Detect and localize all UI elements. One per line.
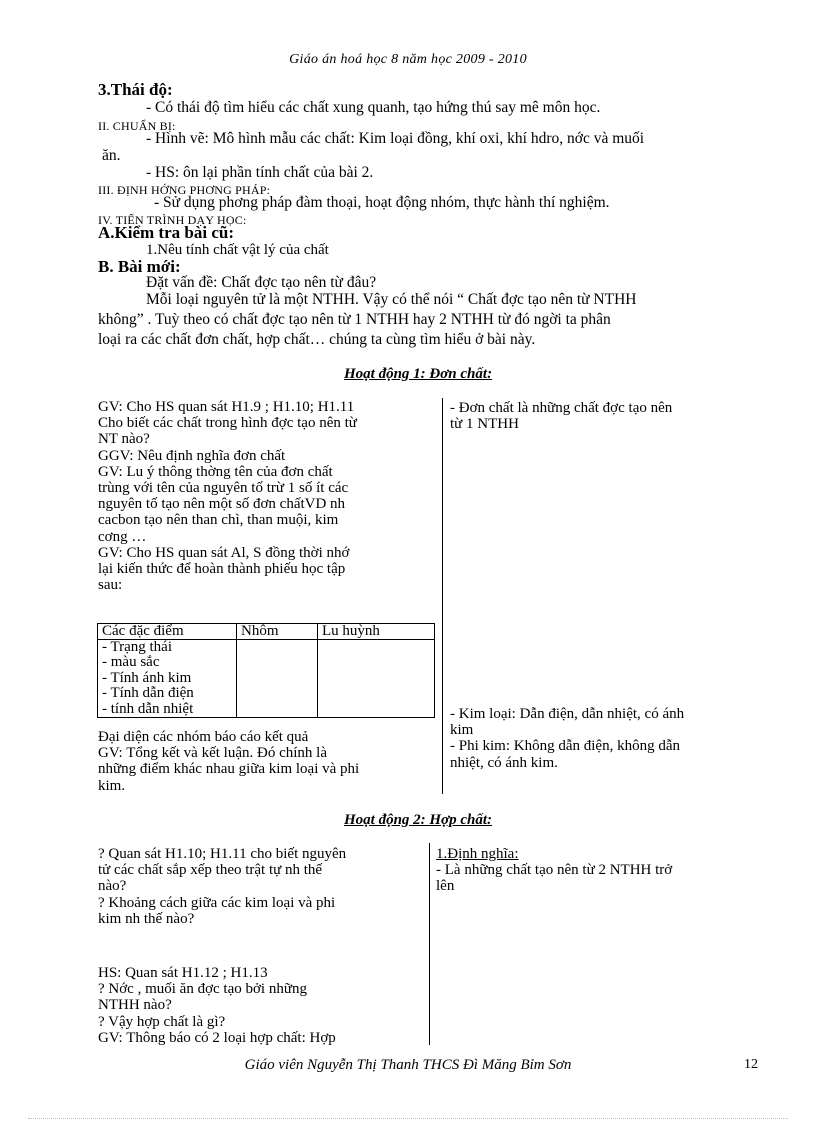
left-line: ? Quan sát H1.10; H1.11 cho biết nguyên: [98, 846, 347, 862]
feature-item: - Tính ánh kim: [102, 669, 192, 686]
left-line: trùng với tên của nguyên tố trừ 1 số ít các: [98, 480, 349, 497]
feature-item: - Trạng thái: [102, 639, 173, 655]
activity2-right: [436, 846, 760, 895]
left-line: cacbon tạo nên than chì, than muội, kim: [98, 512, 339, 529]
right-line: - Phi kim: Không dẫn điện, không dẫn: [450, 738, 680, 755]
activity2-left-a: [98, 846, 422, 927]
prep-line1: - Hình vẽ: Mô hình mẫu các chất: Kim loại đồng, khí oxi, khí hdro, nớc và muối: [146, 130, 645, 147]
left-line: ? Vậy hợp chất là gì?: [98, 1013, 226, 1030]
activity2-left-b: [98, 965, 422, 1046]
attitude-title: 3.Thái độ:: [98, 80, 173, 99]
definition-title: 1.Định nghĩa:: [436, 846, 519, 862]
left-line: GGV: Nêu định nghĩa đơn chất: [98, 447, 286, 464]
left-after-line: những điểm khác nhau giữa kim loại và phi: [98, 761, 360, 778]
page-bottom-divider: [28, 1118, 788, 1119]
activity1-left-column: [98, 399, 438, 593]
page-number: 12: [744, 1057, 758, 1072]
method-title: III. ĐỊNH HỚNG PHƠNG PHÁP:: [98, 183, 271, 197]
activity1-title: Hoạt động 1: Đơn chất:: [344, 366, 493, 382]
left-line: lại kiến thức để hoàn thành phiếu học tập: [98, 561, 346, 578]
left-line: ? Khoảng cách giữa các kim loại và phi: [98, 894, 336, 911]
table-header-aluminum: Nhôm: [237, 624, 318, 640]
left-line: kim nh thế nào?: [98, 910, 195, 927]
new-text-4: loại ra các chất đơn chất, hợp chất… chúng ta cùng tìm hiểu ở bài này.: [98, 331, 536, 348]
right-line: - Kim loại: Dẫn điện, dẫn nhiệt, có ánh: [450, 706, 685, 722]
worksheet-table: [97, 623, 435, 718]
table-cell-sulfur: [318, 640, 435, 718]
prep-title: II. CHUẨN BỊ:: [98, 119, 176, 133]
feature-item: - Tính dẫn điện: [102, 685, 194, 702]
activity1-right-top: [450, 400, 760, 432]
left-line: NT nào?: [98, 431, 150, 448]
left-line: GV: Cho HS quan sát H1.9 ; H1.10; H1.11: [98, 399, 355, 415]
right-line: từ 1 NTHH: [450, 416, 519, 433]
activity2-title: Hoạt động 2: Hợp chất:: [344, 812, 493, 828]
right-line: - Đơn chất là những chất đợc tạo nên: [450, 400, 673, 416]
table-cell-aluminum: [237, 640, 318, 718]
check-text: 1.Nêu tính chất vật lý của chất: [146, 242, 329, 258]
new-text-3: không” . Tuỳ theo có chất đợc tạo nên từ 1 NTHH hay 2 NTHH từ đó ngời ta phân: [98, 311, 611, 328]
table-row-features: [98, 640, 237, 718]
process-title: IV. TIẾN TRÌNH DẠY HỌC:: [98, 213, 247, 227]
left-line: ? Nớc , muối ăn đợc tạo bởi những: [98, 981, 307, 998]
activity1-left-after: [98, 729, 438, 794]
right-line: - Là những chất tạo nên từ 2 NTHH trở: [436, 862, 673, 879]
left-after-line: kim.: [98, 777, 126, 794]
left-line: NTHH nào?: [98, 997, 172, 1014]
new-lesson-title: B. Bài mới:: [98, 257, 181, 276]
left-line: GV: Thông báo có 2 loại hợp chất: Hợp: [98, 1029, 336, 1046]
left-line: nguyên tố tạo nên một số đơn chấtVD nh: [98, 496, 346, 513]
check-title: A.Kiểm tra bài cũ:: [98, 223, 234, 242]
new-text-2: Mỗi loại nguyên tử là một NTHH. Vậy có thể nói “ Chất đợc tạo nên từ NTHH: [146, 291, 637, 308]
left-line: nào?: [98, 878, 127, 895]
left-line: sau:: [98, 577, 123, 594]
page-header: Giáo án hoá học 8 năm học 2009 - 2010: [289, 52, 527, 67]
left-line: cơng …: [98, 528, 147, 545]
right-line: kim: [450, 722, 474, 739]
left-line: tử các chất sắp xếp theo trật tự nh thế: [98, 862, 323, 879]
activity2-divider: [429, 843, 430, 1045]
left-line: HS: Quan sát H1.12 ; H1.13: [98, 965, 268, 981]
attitude-text: - Có thái độ tìm hiểu các chất xung quanh, tạo hứng thú say mê môn học.: [146, 99, 601, 116]
left-after-line: Đại diện các nhóm báo cáo kết quả: [98, 729, 309, 745]
left-after-line: GV: Tổng kết và kết luận. Đó chính là: [98, 745, 327, 762]
left-line: GV: Cho HS quan sát Al, S đồng thời nhớ: [98, 544, 350, 561]
prep-line1-cont: ăn.: [102, 147, 121, 164]
page-footer: Giáo viên Nguyễn Thị Thanh THCS Đì Măng Bỉm Sơn: [244, 1057, 572, 1073]
feature-item: - tính dẫn nhiệt: [102, 700, 194, 717]
feature-item: - màu sắc: [102, 654, 160, 671]
left-line: Cho biết các chất trong hình đợc tạo nên từ: [98, 415, 357, 432]
table-header-sulfur: Lu huỳnh: [318, 624, 435, 640]
activity1-divider: [442, 398, 443, 794]
left-line: GV: Lu ý thông thờng tên của đơn chất: [98, 463, 333, 480]
table-header-feature: Các đặc điểm: [98, 624, 237, 640]
activity1-right-bottom: [450, 706, 760, 771]
right-line: lên: [436, 878, 455, 895]
right-line: nhiệt, có ánh kim.: [450, 754, 558, 771]
new-text-1: Đặt vấn đề: Chất đợc tạo nên từ đâu?: [146, 274, 377, 291]
method-text: - Sử dụng phơng pháp đàm thoại, hoạt động nhóm, thực hành thí nghiệm.: [154, 194, 610, 211]
prep-line2: - HS: ôn lại phần tính chất của bài 2.: [146, 164, 374, 181]
